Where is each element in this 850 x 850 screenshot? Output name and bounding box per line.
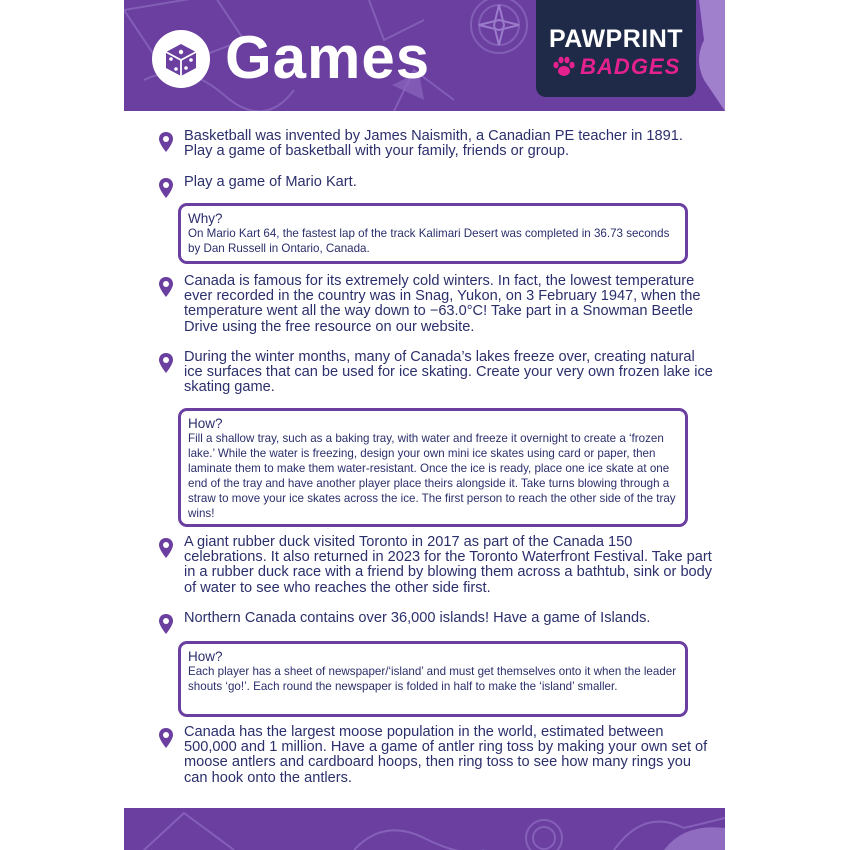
box-label: Why? <box>188 211 223 226</box>
header-banner <box>124 0 725 111</box>
box-label: How? <box>188 416 223 431</box>
footer-banner <box>124 808 725 850</box>
footer-doodles-icon <box>124 808 725 850</box>
pawprint-badges-logo <box>536 0 696 97</box>
map-pin-icon <box>158 131 174 153</box>
item-text: Canada is famous for its extremely cold winters. In fact, the lowest temperature ever recorded in the country was in Snag, Yukon, on 3 February 1947, when the temperature went all the way down to −63.0°C! Take part in a Snowman Beetle Drive using the free resource on our website. <box>184 273 701 335</box>
item-text: Play a game of Mario Kart. <box>184 174 357 190</box>
dice-badge <box>152 30 210 88</box>
item-text: A giant rubber duck visited Toronto in 2017 as part of the Canada 150 celebrations. It also returned in 2023 for the Toronto Waterfront Festival. Take part in a rubber duck race with a friend by blowing them across a bathtub, sink or body of water to see who reaches the other side first. <box>184 534 713 596</box>
page <box>124 0 725 850</box>
paw-icon <box>552 56 576 78</box>
item-text: Basketball was invented by James Naismith, a Canadian PE teacher in 1891. Play a game of basketball with your family, friends or group. <box>184 128 683 160</box>
box-text: On Mario Kart 64, the fastest lap of the track Kalimari Desert was completed in 36.73 seconds by Dan Russell in Ontario, Canada. <box>188 227 670 255</box>
map-pin-icon <box>158 177 174 199</box>
map-pin-icon <box>158 613 174 635</box>
item-text: Northern Canada contains over 36,000 islands! Have a game of Islands. <box>184 610 651 626</box>
dice-icon <box>152 30 210 88</box>
logo-line-pawprint: PAWPRINT <box>548 25 684 53</box>
info-box-how-islands <box>178 641 688 717</box>
logo-line-badges-row <box>536 53 696 81</box>
logo-line-badges: BADGES <box>580 54 681 79</box>
info-box-why <box>178 203 688 264</box>
map-pin-icon <box>158 352 174 374</box>
box-text: Fill a shallow tray, such as a baking tray, with water and freeze it overnight to create a ‘frozen lake.’ While the water is freezing, design your own mini ice skates using card or paper, then laminate them to make them water-resistant. Once the ice is ready, place one ice skate at one end of the tray and have another player place theirs alongside it. Take turns blowing through a straw to move your ice skates across the ice. The first person to reach the other side of the tray wins! <box>188 432 676 520</box>
map-pin-icon <box>158 276 174 298</box>
box-text: Each player has a sheet of newspaper/‘island’ and must get themselves onto it when the leader shouts ‘go!’. Each round the newspaper is folded in half to make the ‘island’ smaller. <box>188 665 677 693</box>
item-text: During the winter months, many of Canada’s lakes freeze over, creating natural ice surfaces that can be used for ice skating. Create your very own frozen lake ice skating game. <box>184 349 713 396</box>
map-pin-icon <box>158 537 174 559</box>
page-title: Games <box>225 24 431 91</box>
box-label: How? <box>188 649 223 664</box>
map-pin-icon <box>158 727 174 749</box>
item-text: Canada has the largest moose population in the world, estimated between 500,000 and 1 million. Have a game of antler ring toss by making your own set of moose antlers and cardboard hoops, then ring toss to see how many rings you can hook onto the antlers. <box>184 724 708 786</box>
info-box-how-skating <box>178 408 688 527</box>
